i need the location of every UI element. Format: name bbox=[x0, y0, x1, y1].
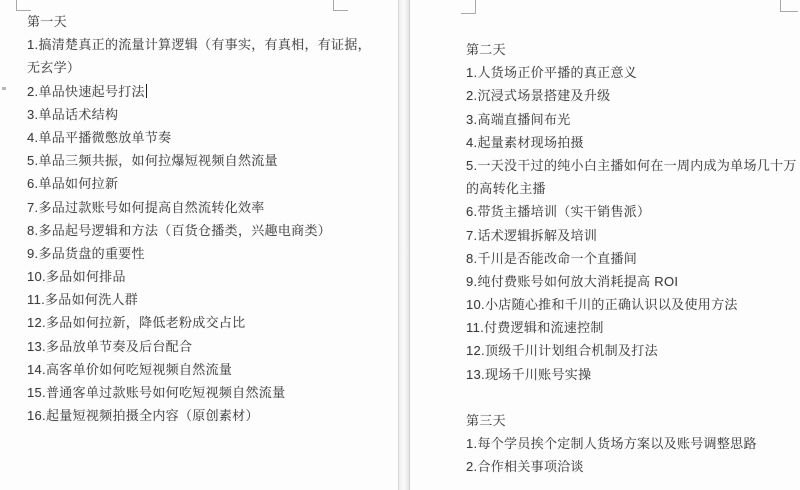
day3-heading: 第三天 bbox=[466, 413, 506, 428]
list-item[interactable]: 7.话术逻辑拆解及培训 bbox=[466, 227, 598, 243]
list-item[interactable]: 1.人货场正价平播的真正意义 bbox=[466, 65, 638, 81]
crop-mark-page2-top-left bbox=[461, 0, 476, 14]
list-item[interactable] bbox=[27, 80, 371, 103]
list-item[interactable]: 3.高端直播间布光 bbox=[466, 111, 571, 127]
list-item[interactable]: 8.千川是否能改命一个直播间 bbox=[466, 250, 638, 266]
list-item[interactable]: 6.单品如何拉新 bbox=[27, 176, 119, 192]
list-item[interactable]: 2.合作相关事项洽谈 bbox=[466, 459, 584, 475]
crop-mark-page2-top-right bbox=[780, 0, 798, 12]
list-item[interactable]: 7.多品过款账号如何提高自然流转化效率 bbox=[27, 199, 265, 215]
margin-mark bbox=[2, 87, 6, 90]
list-item[interactable]: 14.高客单价如何吃短视频自然流量 bbox=[27, 361, 233, 377]
list-item[interactable]: 4.起量素材现场拍摄 bbox=[466, 134, 584, 150]
text-cursor-caret bbox=[146, 84, 148, 98]
list-item[interactable]: 8.多品起号逻辑和方法（百货仓播类，兴趣电商类） bbox=[27, 222, 332, 238]
list-item[interactable]: 6.带货主播培训（实干销售派） bbox=[466, 204, 651, 220]
page-2-text[interactable] bbox=[466, 38, 797, 479]
list-item[interactable]: 16.起量短视频拍摄全内容（原创素材） bbox=[27, 408, 259, 424]
list-item[interactable]: 13.多品放单节奏及后台配合 bbox=[27, 338, 193, 354]
list-item[interactable]: 2.沉浸式场景搭建及升级 bbox=[466, 88, 611, 104]
list-item-text: 2.单品快速起号打法 bbox=[27, 83, 145, 99]
blank-line bbox=[466, 386, 797, 409]
list-item[interactable]: 的高转化主播 bbox=[466, 181, 546, 197]
list-item[interactable]: 15.普通客单过款账号如何吃短视频自然流量 bbox=[27, 385, 286, 400]
list-item[interactable]: 10.多品如何排品 bbox=[27, 269, 126, 285]
page-1-text[interactable] bbox=[27, 10, 371, 427]
list-item[interactable]: 11.多品如何洗人群 bbox=[27, 292, 139, 308]
list-item[interactable]: 11.付费逻辑和流速控制 bbox=[466, 320, 604, 336]
list-item[interactable]: 9.纯付费账号如何放大消耗提高 ROI bbox=[466, 273, 679, 289]
list-item[interactable]: 5.单品三频共振，如何拉爆短视频自然流量 bbox=[27, 153, 278, 169]
list-item[interactable]: 1.搞清楚真正的流量计算逻辑（有事实，有真相，有证据， bbox=[27, 37, 371, 53]
page-divider bbox=[398, 0, 410, 490]
list-item[interactable]: 9.多品货盘的重要性 bbox=[27, 245, 145, 261]
list-item[interactable]: 4.单品平播微憋放单节奏 bbox=[27, 129, 172, 145]
day1-heading: 第一天 bbox=[27, 14, 67, 29]
list-item[interactable]: 13.现场千川账号实操 bbox=[466, 366, 592, 382]
list-item[interactable]: 3.单品话术结构 bbox=[27, 106, 119, 122]
list-item[interactable]: 12.顶级千川计划组合机制及打法 bbox=[466, 343, 658, 359]
day2-heading: 第二天 bbox=[466, 42, 506, 57]
list-item[interactable]: 12.多品如何拉新，降低老粉成交占比 bbox=[27, 315, 246, 331]
list-item[interactable]: 无玄学） bbox=[27, 60, 81, 76]
list-item[interactable]: 1.每个学员挨个定制人货场方案以及账号调整思路 bbox=[466, 436, 757, 452]
list-item[interactable]: 10.小店随心推和千川的正确认识以及使用方法 bbox=[466, 297, 738, 313]
list-item[interactable]: 5.一天没干过的纯小白主播如何在一周内成为单场几十万 bbox=[466, 157, 797, 173]
